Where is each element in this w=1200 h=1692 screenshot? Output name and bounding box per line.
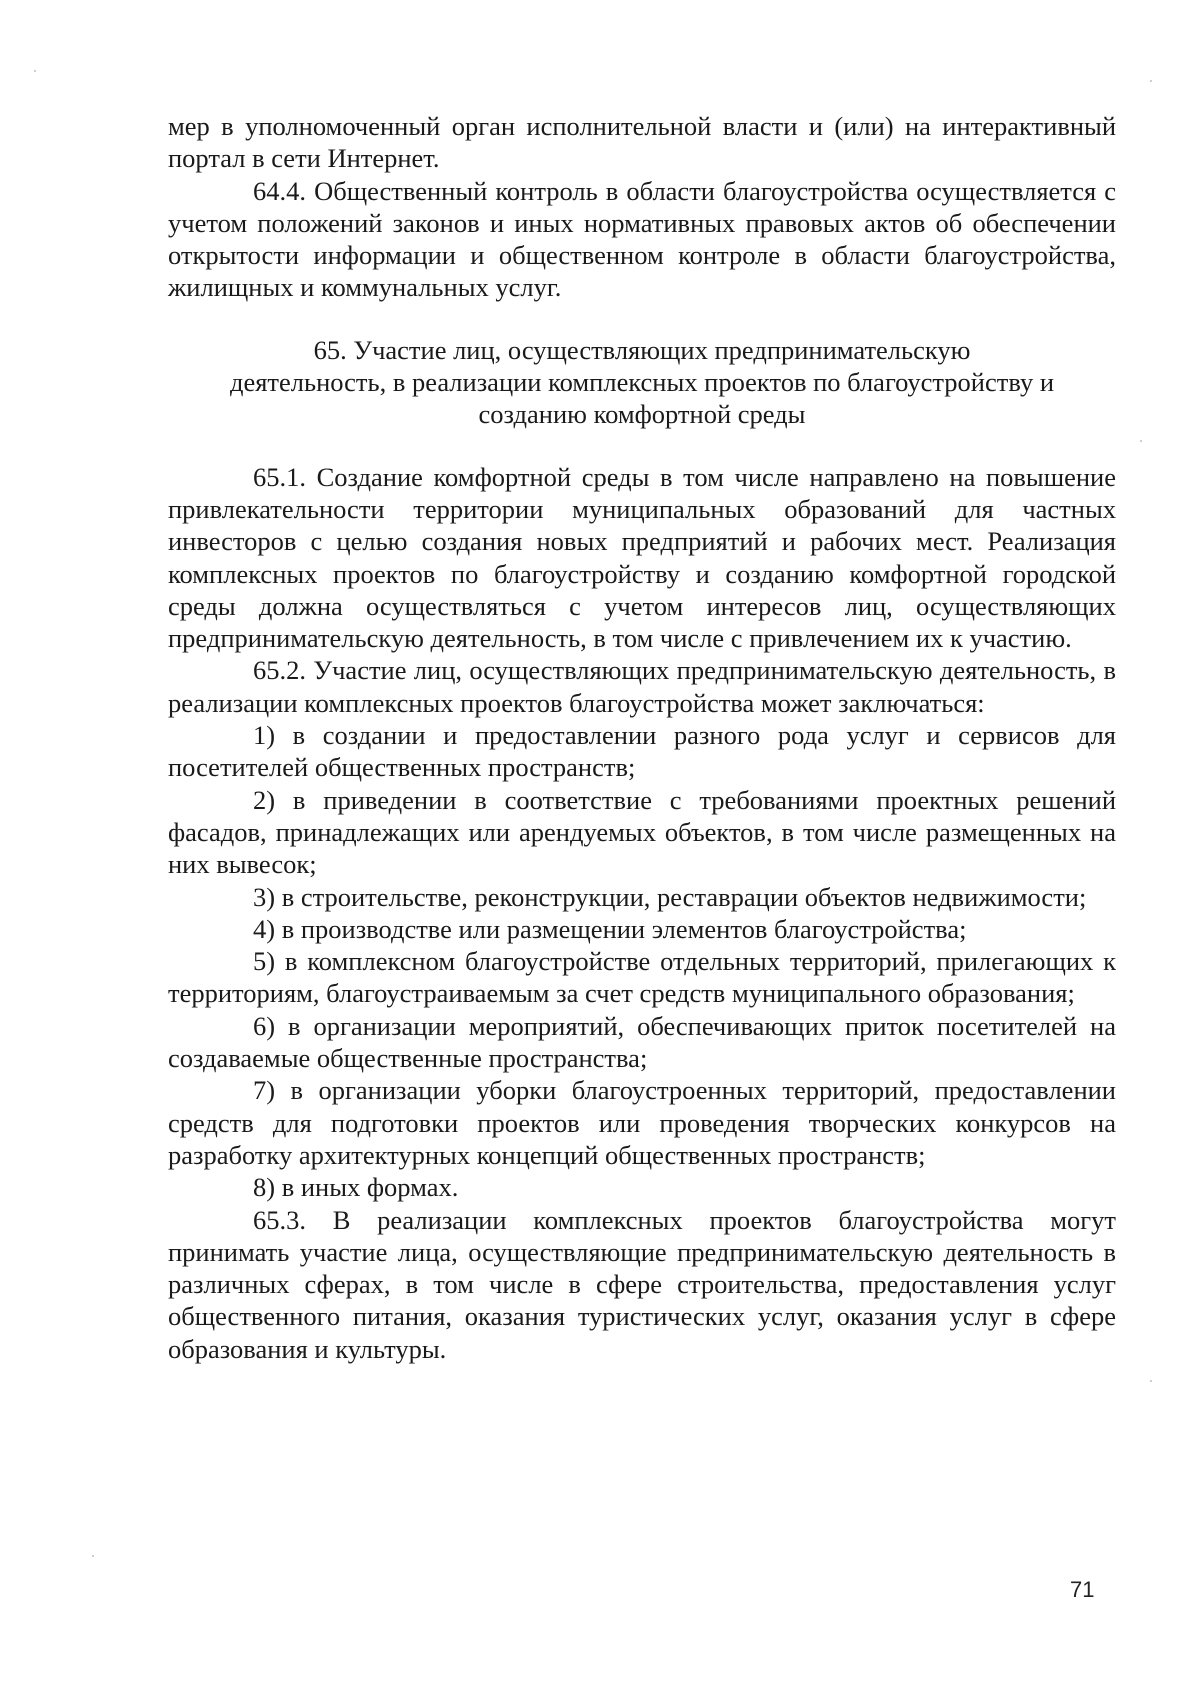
scan-speck — [92, 1555, 94, 1557]
scan-speck — [34, 70, 36, 72]
document-body — [168, 110, 1116, 1365]
paragraph-64-4: 64.4. Общественный контроль в области благоустройства осуществляется с учетом положений законов и иных нормативных правовых актов об обеспечении открытости информации и общественном контроле в области благоустройства, жилищных и коммунальных услуг. — [168, 175, 1116, 303]
section-heading-65 — [178, 334, 1106, 431]
paragraph-continuation: мер в уполномоченный орган исполнительной власти и (или) на интерактивный портал в сети Интернет. — [168, 111, 1116, 174]
scan-speck — [1140, 440, 1142, 442]
list-item: 5) в комплексном благоустройстве отдельных территорий, прилегающих к территориям, благоустраиваемым за счет средств муниципального образования; — [168, 946, 1116, 1009]
list-item: 1) в создании и предоставлении разного рода услуг и сервисов для посетителей общественных пространств; — [168, 720, 1116, 783]
paragraph-65-2: 65.2. Участие лиц, осуществляющих предпринимательскую деятельность, в реализации комплексных проектов благоустройства может заключаться: — [168, 655, 1116, 718]
heading-line: созданию комфортной среды — [478, 399, 806, 430]
heading-line: 65. Участие лиц, осуществляющих предпринимательскую — [313, 334, 971, 365]
heading-line: деятельность, в реализации комплексных проектов по благоустройству и — [229, 367, 1054, 398]
scan-speck — [1150, 1380, 1152, 1382]
paragraph-65-3: 65.3. В реализации комплексных проектов благоустройства могут принимать участие лица, осуществляющие предпринимательскую деятельность в различных сферах, в том числе в сфере строительства, предоставления услуг общественного питания, оказания туристических услуг, оказания услуг в сфере образования и культуры. — [168, 1204, 1116, 1364]
list-item: 3) в строительстве, реконструкции, реставрации объектов недвижимости; — [253, 881, 1087, 912]
paragraph-65-1: 65.1. Создание комфортной среды в том числе направлено на повышение привлекательности территории муниципальных образований для частных инвесторов с целью создания новых предприятий и рабочих мест. Реализация комплексных проектов по благоустройству и созданию комфортной городской среды должна осуществляться с учетом интересов лиц, осуществляющих предпринимательскую деятельность, в том числе с привлечением их к участию. — [168, 461, 1116, 654]
scan-speck — [1150, 80, 1152, 82]
list-item: 4) в производстве или размещении элементов благоустройства; — [253, 913, 967, 944]
list-item: 2) в приведении в соответствие с требованиями проектных решений фасадов, принадлежащих или арендуемых объектов, в том числе размещенных на них вывесок; — [168, 784, 1116, 880]
list-item: 8) в иных формах. — [253, 1172, 459, 1203]
list-item: 6) в организации мероприятий, обеспечивающих приток посетителей на создаваемые общественные пространства; — [168, 1010, 1116, 1074]
page-number: 71 — [1070, 1577, 1095, 1602]
list-item: 7) в организации уборки благоустроенных территорий, предоставлении средств для подготовки проектов или проведения творческих конкурсов на разработку архитектурных концепций общественных пространств; — [168, 1075, 1116, 1170]
